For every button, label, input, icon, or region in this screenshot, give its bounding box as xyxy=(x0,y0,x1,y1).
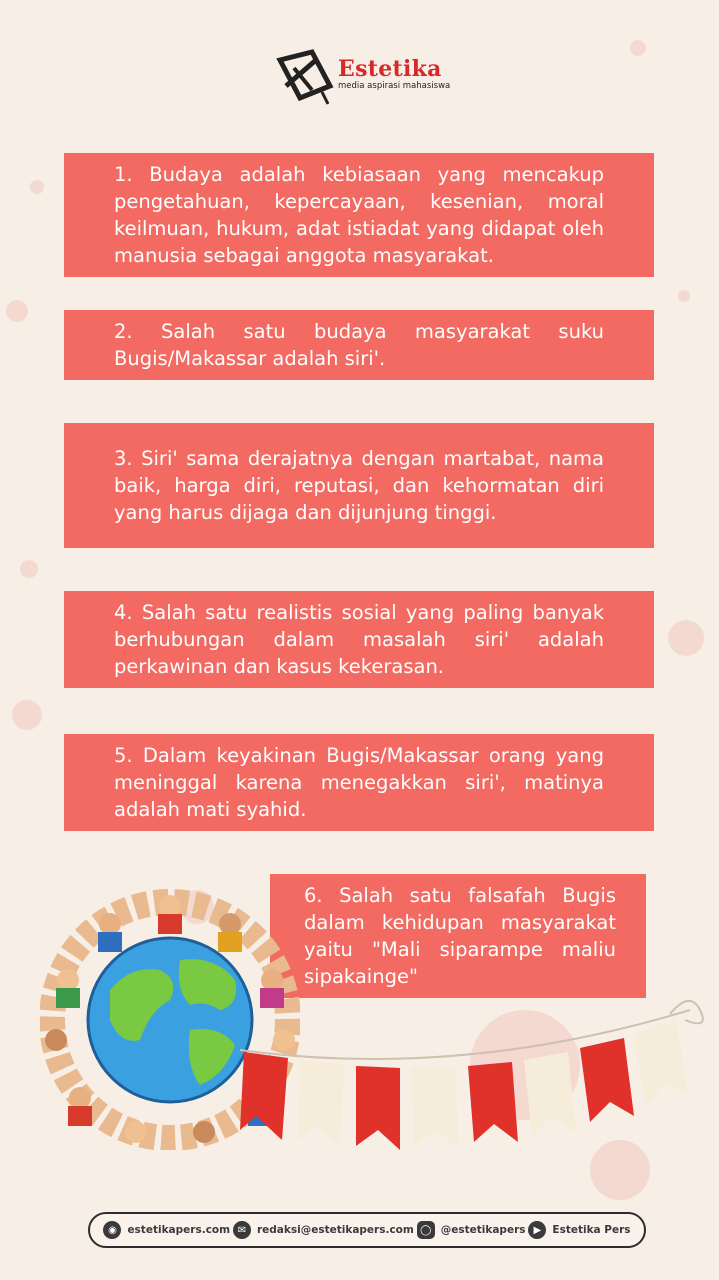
background-dot xyxy=(630,40,646,56)
email-label: redaksi@estetikapers.com xyxy=(256,1224,414,1236)
flag-row xyxy=(240,1020,688,1150)
background-dot xyxy=(12,700,42,730)
point-box-3 xyxy=(64,423,654,548)
background-dot xyxy=(20,560,38,578)
background-dot xyxy=(678,290,690,302)
instagram-icon: ◯ xyxy=(417,1221,435,1239)
point-box-2 xyxy=(64,310,654,380)
point-box-5 xyxy=(64,734,654,831)
website-label: estetikapers.com xyxy=(127,1224,231,1236)
globe-icon: ◉ xyxy=(103,1221,121,1239)
point-text-1: 1. Budaya adalah kebiasaan yang mencakup pengetahuan, kepercayaan, kesenian, moral keilmuan, hukum, adat istiadat yang didapat oleh manusia sebagai anggota masyarakat. xyxy=(114,163,604,267)
point-text-3: 3. Siri' sama derajatnya dengan martabat, nama baik, harga diri, reputasi, dan kehormatan diri yang harus dijaga dan dijunjung tinggi. xyxy=(114,447,604,524)
bunting-flags xyxy=(230,990,710,1150)
youtube-icon: ▶ xyxy=(528,1221,546,1239)
contact-footer xyxy=(88,1212,646,1248)
estetika-logo-icon xyxy=(272,46,334,106)
instagram-label: @estetikapers xyxy=(440,1224,526,1236)
point-text-6: 6. Salah satu falsafah Bugis dalam kehidupan masyarakat yaitu "Mali siparampe maliu sipakainge" xyxy=(304,884,616,988)
footer-website[interactable] xyxy=(103,1221,230,1239)
background-dot xyxy=(6,300,28,322)
globe-icon xyxy=(88,938,252,1102)
point-text-5: 5. Dalam keyakinan Bugis/Makassar orang yang meninggal karena menegakkan siri', matinya adalah mati syahid. xyxy=(114,744,604,821)
footer-email[interactable] xyxy=(233,1221,414,1239)
brand-logo xyxy=(272,44,452,106)
point-box-1 xyxy=(64,153,654,277)
brand-name: Estetika xyxy=(338,56,442,82)
point-text-2: 2. Salah satu budaya masyarakat suku Bugis/Makassar adalah siri'. xyxy=(114,320,604,370)
footer-youtube[interactable] xyxy=(528,1221,630,1239)
brand-tagline: media aspirasi mahasiswa xyxy=(338,81,451,91)
footer-instagram[interactable] xyxy=(417,1221,526,1239)
point-box-6 xyxy=(270,874,646,998)
background-dot xyxy=(668,620,704,656)
point-box-4 xyxy=(64,591,654,688)
point-text-4: 4. Salah satu realistis sosial yang paling banyak berhubungan dalam masalah siri' adalah perkawinan dan kasus kekerasan. xyxy=(114,601,604,678)
mail-icon: ✉ xyxy=(233,1221,251,1239)
background-dot xyxy=(30,180,44,194)
youtube-label: Estetika Pers xyxy=(552,1224,631,1236)
